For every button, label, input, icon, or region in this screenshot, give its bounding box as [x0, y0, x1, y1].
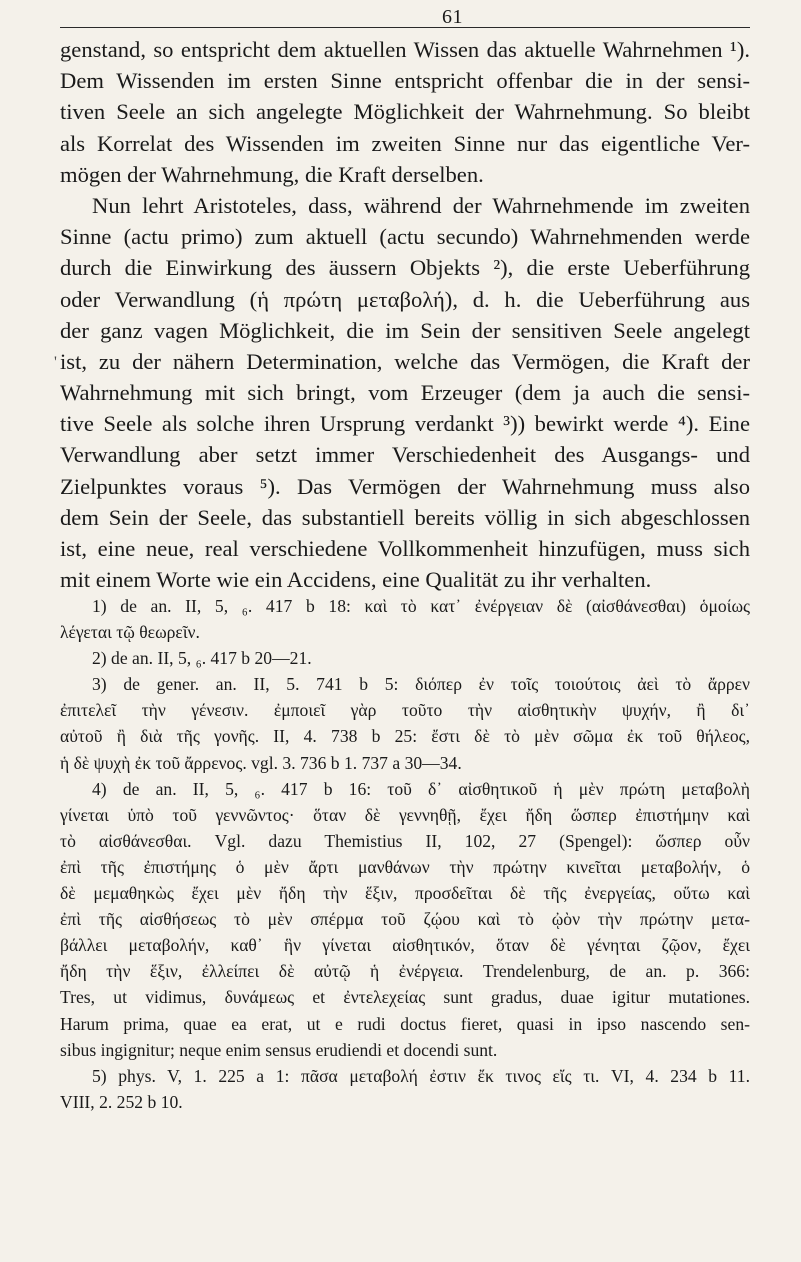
body-line: Wahrnehmung mit sich bringt, vom Erzeuger (dem ja auch die sensi- — [60, 380, 750, 406]
body-line: Zielpunktes voraus ⁵). Das Vermögen der Wahrnehmung muss also — [60, 473, 750, 499]
body-line: Nun lehrt Aristoteles, dass, während der Wahrnehmende im zweiten — [92, 192, 750, 218]
body-line: der ganz vagen Möglichkeit, die im Sein der sensitiven Seele angelegt — [60, 317, 750, 343]
body-line: oder Verwandlung (ἡ πρώτη μεταβολή), d. h. die Ueberführung aus — [60, 286, 750, 312]
footnote-line: 3) de gener. an. II, 5. 741 b 5: διόπερ ἐν τοῖς τοιούτοις ἀεὶ τὸ ἄρρεν — [92, 674, 750, 695]
body-line: durch die Einwirkung des äussern Objekts ²), die erste Ueberführung — [60, 255, 750, 281]
footnote-line: ἐπιτελεῖ τὴν γένεσιν. ἐμποιεῖ γὰρ τοῦτο τὴν αἰσθητικὴν ψυχήν, ἢ δι᾽ — [60, 700, 750, 721]
body-line: mit einem Worte wie ein Accidens, eine Qualität zu ihr verhalten. — [60, 567, 652, 593]
footnote-line: ἐπὶ τῆς αἰσθήσεως τὸ μὲν σπέρμα τοῦ ζῴου καὶ τὸ ᾠὸν τὴν πρώτην μετα- — [60, 909, 750, 930]
body-line: Verwandlung aber setzt immer Verschiedenheit des Ausgangs- und — [60, 442, 750, 468]
footnote-line: 4) de an. II, 5, ₆. 417 b 16: τοῦ δ᾽ αἰσθητικοῦ ἡ μὲν πρώτη μεταβολὴ — [92, 778, 750, 799]
body-line: mögen der Wahrnehmung, die Kraft derselben. — [60, 161, 484, 187]
footnote-line: Harum prima, quae ea erat, ut e rudi doctus fieret, quasi in ipso nascendo sen- — [60, 1013, 750, 1034]
footnote-line: ἡ δὲ ψυχὴ ἐκ τοῦ ἄρρενος. vgl. 3. 736 b 1. 737 a 30—34. — [60, 752, 462, 773]
body-line: als Korrelat des Wissenden im zweiten Sinne nur das eigentliche Ver- — [60, 130, 750, 156]
body-line: ist, zu der nähern Determination, welche das Vermögen, die Kraft der — [60, 348, 750, 374]
body-line: ist, eine neue, real verschiedene Vollkommenheit hinzufügen, muss sich — [60, 536, 750, 561]
page-number: 61 — [442, 6, 463, 28]
body-line: genstand, so entspricht dem aktuellen Wissen das aktuelle Wahrnehmen ¹). — [60, 37, 750, 62]
footnote-line: 1) de an. II, 5, ₆. 417 b 18: καὶ τὸ κατ᾽ ἐνέργειαν δὲ (αἰσθάνεσθαι) ὁμοίως — [92, 596, 750, 616]
footnote-line: Tres, ut vidimus, δυνάμεως et ἐντελεχείας sunt gradus, duae igitur mutationes. — [60, 987, 750, 1008]
footnotes — [60, 593, 750, 1115]
footnote-line: ἐπὶ τῆς ἐπιστήμης ὁ μὲν ἄρτι μανθάνων τὴν πρώτην κινεῖται μεταβολήν, ὁ — [60, 856, 750, 877]
footnote-line: 5) phys. V, 1. 225 a 1: πᾶσα μεταβολή ἐστιν ἔκ τινος εἴς τι. VI, 4. 234 b 11. — [92, 1065, 750, 1086]
footnote-line: 2) de an. II, 5, ₆. 417 b 20—21. — [92, 648, 312, 669]
body-line: tiven Seele an sich angelegte Möglichkeit der Wahrnehmung. So bleibt — [60, 99, 750, 125]
body-line: Dem Wissenden im ersten Sinne entspricht offenbar die in der sensi- — [60, 68, 750, 94]
footnote-line: βάλλει μεταβολήν, καθ᾽ ἣν γίνεται αἰσθητικόν, ὅταν δὲ γένηται ζῷον, ἔχει — [60, 935, 750, 956]
footnote-line: λέγεται τῷ θεωρεῖν. — [60, 622, 200, 643]
footnote-line: τὸ αἰσθάνεσθαι. Vgl. dazu Themistius II, 102, 27 (Spengel): ὥσπερ οὖν — [60, 830, 750, 851]
footnote-line: γίνεται ὑπὸ τοῦ γεννῶντος· ὅταν δὲ γεννηθῇ, ἔχει ἤδη ὥσπερ ἐπιστήμην καὶ — [60, 804, 750, 825]
footnote-line: sibus ingignitur; neque enim sensus erudiendi et docendi sunt. — [60, 1039, 498, 1060]
header-rule — [60, 27, 750, 28]
footnote-line: δὲ μεμαθηκὼς ἔχει μὲν ἤδη τὴν ἕξιν, προσδεῖται δὲ τῆς ἐνεργείας, οὕτω καὶ — [60, 883, 750, 904]
footnote-line: αὐτοῦ ἢ διὰ τῆς γονῆς. II, 4. 738 b 25: ἔστι δὲ τὸ μὲν σῶμα ἐκ τοῦ θήλεος, — [60, 726, 750, 747]
footnote-line: ἤδη τὴν ἕξιν, ἐλλείπει δὲ αὐτῷ ἡ ἐνέργεια. Trendelenburg, de an. p. 366: — [60, 961, 750, 982]
body-line: Sinne (actu primo) zum aktuell (actu secundo) Wahrnehmenden werde — [60, 224, 750, 250]
footnote-line: VIII, 2. 252 b 10. — [60, 1091, 183, 1112]
body-line: dem Sein der Seele, das substantiell bereits völlig in sich abgeschlossen — [60, 504, 750, 530]
body-line: tive Seele als solche ihren Ursprung verdankt ³)) bewirkt werde ⁴). Eine — [60, 411, 750, 437]
margin-mark: ' — [54, 354, 57, 371]
main-text — [60, 34, 750, 595]
